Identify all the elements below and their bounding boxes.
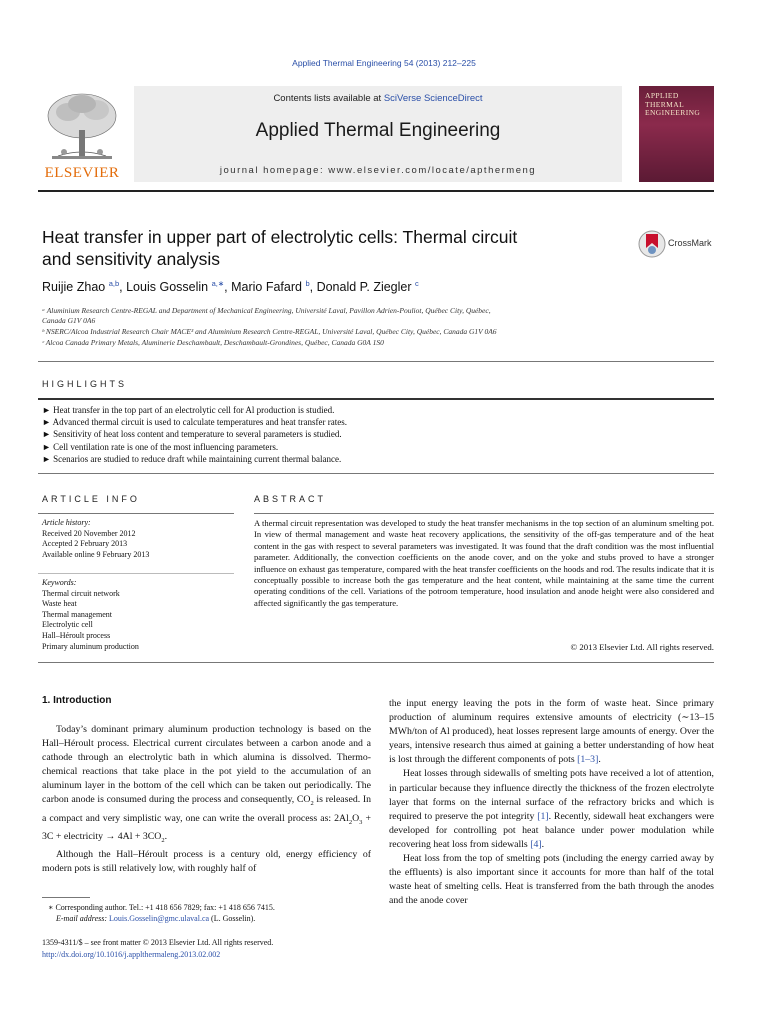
- article-history: [42, 518, 232, 560]
- abstract-rule: [254, 513, 714, 514]
- journal-homepage[interactable]: journal homepage: www.elsevier.com/locate/apthermeng: [219, 165, 537, 176]
- affiliation-divider: [38, 361, 714, 362]
- chem-subscript: 2: [161, 836, 165, 844]
- citation-link[interactable]: [1]: [537, 810, 549, 822]
- author-name: Louis Gosselin: [126, 280, 209, 295]
- intro-left-column: [42, 723, 371, 876]
- citation-link[interactable]: [1–3]: [577, 754, 599, 766]
- article-title: [42, 226, 602, 270]
- chem-co2: CO: [296, 794, 311, 806]
- cover-title-line: APPLIED: [645, 91, 679, 100]
- author-affiliation-marker[interactable]: c: [415, 279, 419, 288]
- author-name: Mario Fafard: [231, 280, 302, 295]
- keyword-item: Hall–Héroult process: [42, 630, 111, 640]
- author-affiliation-marker[interactable]: a,b: [108, 279, 120, 288]
- intro-text: is released. In a compact and very simplistic way, one can write the overall process as: 2Al: [42, 794, 371, 824]
- history-entry: Received 20 November 2012: [42, 528, 136, 538]
- highlight-item: ► Sensitivity of heat loss content and temperature to several parameters is studied.: [42, 429, 342, 439]
- chem-text: + 3C + electricity → 4Al + 3CO: [42, 812, 371, 842]
- journal-reference[interactable]: Applied Thermal Engineering 54 (2013) 212–225: [292, 58, 476, 68]
- corresponding-author-note: ∗ Corresponding author. Tel.: +1 418 656 7829; fax: +1 418 656 7415.: [48, 903, 275, 912]
- history-entry: Available online 9 February 2013: [42, 549, 150, 559]
- highlight-item: ► Scenarios are studied to reduce draft while maintaining current thermal balance.: [42, 454, 342, 464]
- intro-text: the input energy leaving the pots in the form of waste heat. Since primary production of aluminum requires extensive amounts of electricity (∼13–15 MWh/ton of Al produced), heat losses represent large amounts of energy. Over the years, intensive research thus aimed at gaining a better understanding of how heat is lost through the different components of pots: [389, 698, 714, 766]
- journal-cover-title: [645, 92, 711, 118]
- keywords-rule: [38, 573, 234, 574]
- intro-right-column: [389, 697, 714, 908]
- abstract-copyright: © 2013 Elsevier Ltd. All rights reserved.: [570, 642, 714, 652]
- chem-subscript: 3: [359, 818, 363, 826]
- article-title-line: and sensitivity analysis: [42, 249, 220, 269]
- email-label: E-mail address:: [56, 913, 110, 923]
- contents-line: [134, 93, 622, 104]
- author-list: [42, 279, 642, 294]
- header-divider: [38, 190, 714, 192]
- contents-prefix: Contents lists available at: [273, 93, 384, 104]
- chem-text: O: [352, 812, 360, 824]
- affiliation-a-cont: Canada G1V 0A6: [42, 316, 96, 325]
- author-separator: ,: [224, 280, 232, 295]
- cover-title-line: THERMAL: [645, 99, 685, 109]
- abstract-heading: ABSTRACT: [254, 494, 327, 504]
- crossmark-label[interactable]: CrossMark: [668, 238, 712, 248]
- front-matter: 1359-4311/$ – see front matter © 2013 Elsevier Ltd. All rights reserved.: [42, 938, 274, 947]
- section-heading-introduction: 1. Introduction: [42, 695, 112, 706]
- history-entry: Accepted 2 February 2013: [42, 539, 128, 549]
- publisher-name: ELSEVIER: [44, 165, 120, 181]
- author-separator: ,: [119, 280, 127, 295]
- abstract-text: A thermal circuit representation was developed to study the heat transfer mechanisms in the top section of an aluminum smelting pot. In view of thermal management and waste heat recovery applications, the sensitivity of the off-gas temperature and of the heat content in the gas with respect to several parameters was investigated. It was found that the draft condition was the most influential parameter. Additionally, the convection coefficients on the anode cover, and on the yoke and stubs proved to have a stronger influence on exhaust gas temperature, compared with the heat transfer coefficients on the hoods and rod. The results indicate that it is conceptually possible to increase both the gas temperature and the heat content, while maintaining at the same time the current operating conditions of the cell. Variations of the potroom temperature, hood insulation and anode height were also considered and affected significantly the gas temperature.: [254, 518, 714, 608]
- intro-text: Today’s dominant primary aluminum production technology is based on the Hall–Héroult process. Electrical current circulates between a carbon anode and a cathode through an electrolytic bath in which alumina is dissolved. Thermo-chemical reactions that take place in the pot yield to the accumulation of an aluminum layer in the bottom of the cell which can be taken out periodically. The carbon anode is consumed during the process and consequently,: [42, 724, 371, 806]
- intro-text: Heat losses through sidewalls of smelting pots have received a lot of attention, in particular because they influence directly the thickness of the frozen electrolyte layer that forms on the internal surface of the refractory bricks and which is required to preserve the pot integrity: [389, 768, 714, 822]
- chem-text: .: [164, 830, 168, 842]
- affiliation-b: ᵇ NSERC/Alcoa Industrial Research Chair MACE³ and Aluminium Research Centre-REGAL, Université Laval, Québec City, Québec, Canada G1V 0A6: [42, 327, 497, 336]
- author-affiliation-marker[interactable]: a,∗: [211, 279, 225, 288]
- intro-paragraph: Heat loss from the top of smelting pots (including the energy carried away by the effluents) is also important since it accounts for more than half of the total waste heat of smelting cells. Heat is transferred from the bath through the anodes and the anode cover: [389, 853, 714, 907]
- author-name: Donald P. Ziegler: [316, 280, 412, 295]
- article-info-rule: [38, 513, 234, 514]
- history-label: Article history:: [42, 518, 91, 527]
- article-info-heading: ARTICLE INFO: [42, 494, 140, 504]
- keyword-item: Waste heat: [42, 599, 77, 609]
- author-name: Ruijie Zhao: [42, 280, 106, 295]
- cover-title-line: ENGINEERING: [645, 108, 701, 117]
- intro-paragraph: Heat losses through sidewalls of smelting pots have received a lot of attention, in particular because they influence directly the thickness of the frozen electrolyte layer that forms on the internal surface of the refractory bricks and which is required to preserve the pot integrity [1]. Recently, sidewall heat exchangers were developed for controlling pot heat balance under power modulation while recovering heat loss from sidewalls [4].: [389, 768, 714, 850]
- affiliation-c: ᶜ Alcoa Canada Primary Metals, Aluminerie Deschambault, Deschambault-Grondines, Québec, Canada G0A 1S0: [42, 338, 384, 347]
- author-separator: ,: [309, 280, 317, 295]
- sciencedirect-link[interactable]: SciVerse ScienceDirect: [383, 93, 483, 104]
- highlight-item: ► Heat transfer in the top part of an electrolytic cell for Al production is studied.: [42, 405, 335, 415]
- citation-link[interactable]: [4]: [530, 838, 542, 850]
- keywords-label: Keywords:: [42, 578, 77, 587]
- footnote: [48, 903, 368, 924]
- abstract-bottom-rule: [38, 662, 714, 663]
- chem-subscript: 2: [310, 800, 314, 808]
- author-affiliation-marker[interactable]: b: [305, 279, 310, 288]
- keyword-item: Primary aluminum production: [42, 641, 139, 651]
- intro-paragraph: [42, 723, 371, 848]
- highlights-top-rule: [38, 398, 714, 400]
- highlights-heading: HIGHLIGHTS: [42, 379, 128, 389]
- intro-text: . Recently, sidewall heat exchangers were developed for controlling pot heat balance under power modulation while recovering heat loss from sidewalls: [389, 810, 714, 850]
- author-email-link[interactable]: Louis.Gosselin@gmc.ulaval.ca: [109, 913, 210, 923]
- highlight-item: ► Advanced thermal circuit is used to calculate temperatures and heat transfer rates.: [42, 417, 348, 427]
- keywords-list: [42, 578, 232, 652]
- doi-link[interactable]: http://dx.doi.org/10.1016/j.applthermaleng.2013.02.002: [42, 950, 221, 959]
- email-suffix: (L. Gosselin).: [209, 913, 256, 923]
- intro-paragraph: the input energy leaving the pots in the form of waste heat. Since primary production of aluminum requires extensive amounts of electricity (∼13–15 MWh/ton of Al produced), heat losses represent large amounts of energy. Over the years, intensive research thus aimed at gaining a better understanding of how heat is lost through the different components of pots [1–3].: [389, 698, 714, 766]
- keyword-item: Electrolytic cell: [42, 620, 93, 630]
- intro-paragraph: Although the Hall–Héroult process is a century old, energy efficiency of modern pots is still relatively low, with roughly half of: [42, 848, 371, 874]
- highlight-item: ► Cell ventilation rate is one of the most influencing parameters.: [42, 442, 279, 452]
- affiliation-a: ᵃ Aluminium Research Centre-REGAL and Department of Mechanical Engineering, Université Laval, Pavillon Adrien-Pouliot, Québec City, Québec,: [42, 306, 491, 315]
- footnote-rule: [42, 897, 90, 898]
- article-title-line: Heat transfer in upper part of electrolytic cells: Thermal circuit: [42, 227, 518, 247]
- journal-name: Applied Thermal Engineering: [255, 120, 501, 141]
- highlights-bottom-rule: [38, 473, 714, 474]
- keyword-item: Thermal circuit network: [42, 588, 120, 598]
- chem-subscript: 2: [348, 818, 353, 826]
- crossmark-icon[interactable]: [638, 228, 666, 260]
- keyword-item: Thermal management: [42, 609, 112, 619]
